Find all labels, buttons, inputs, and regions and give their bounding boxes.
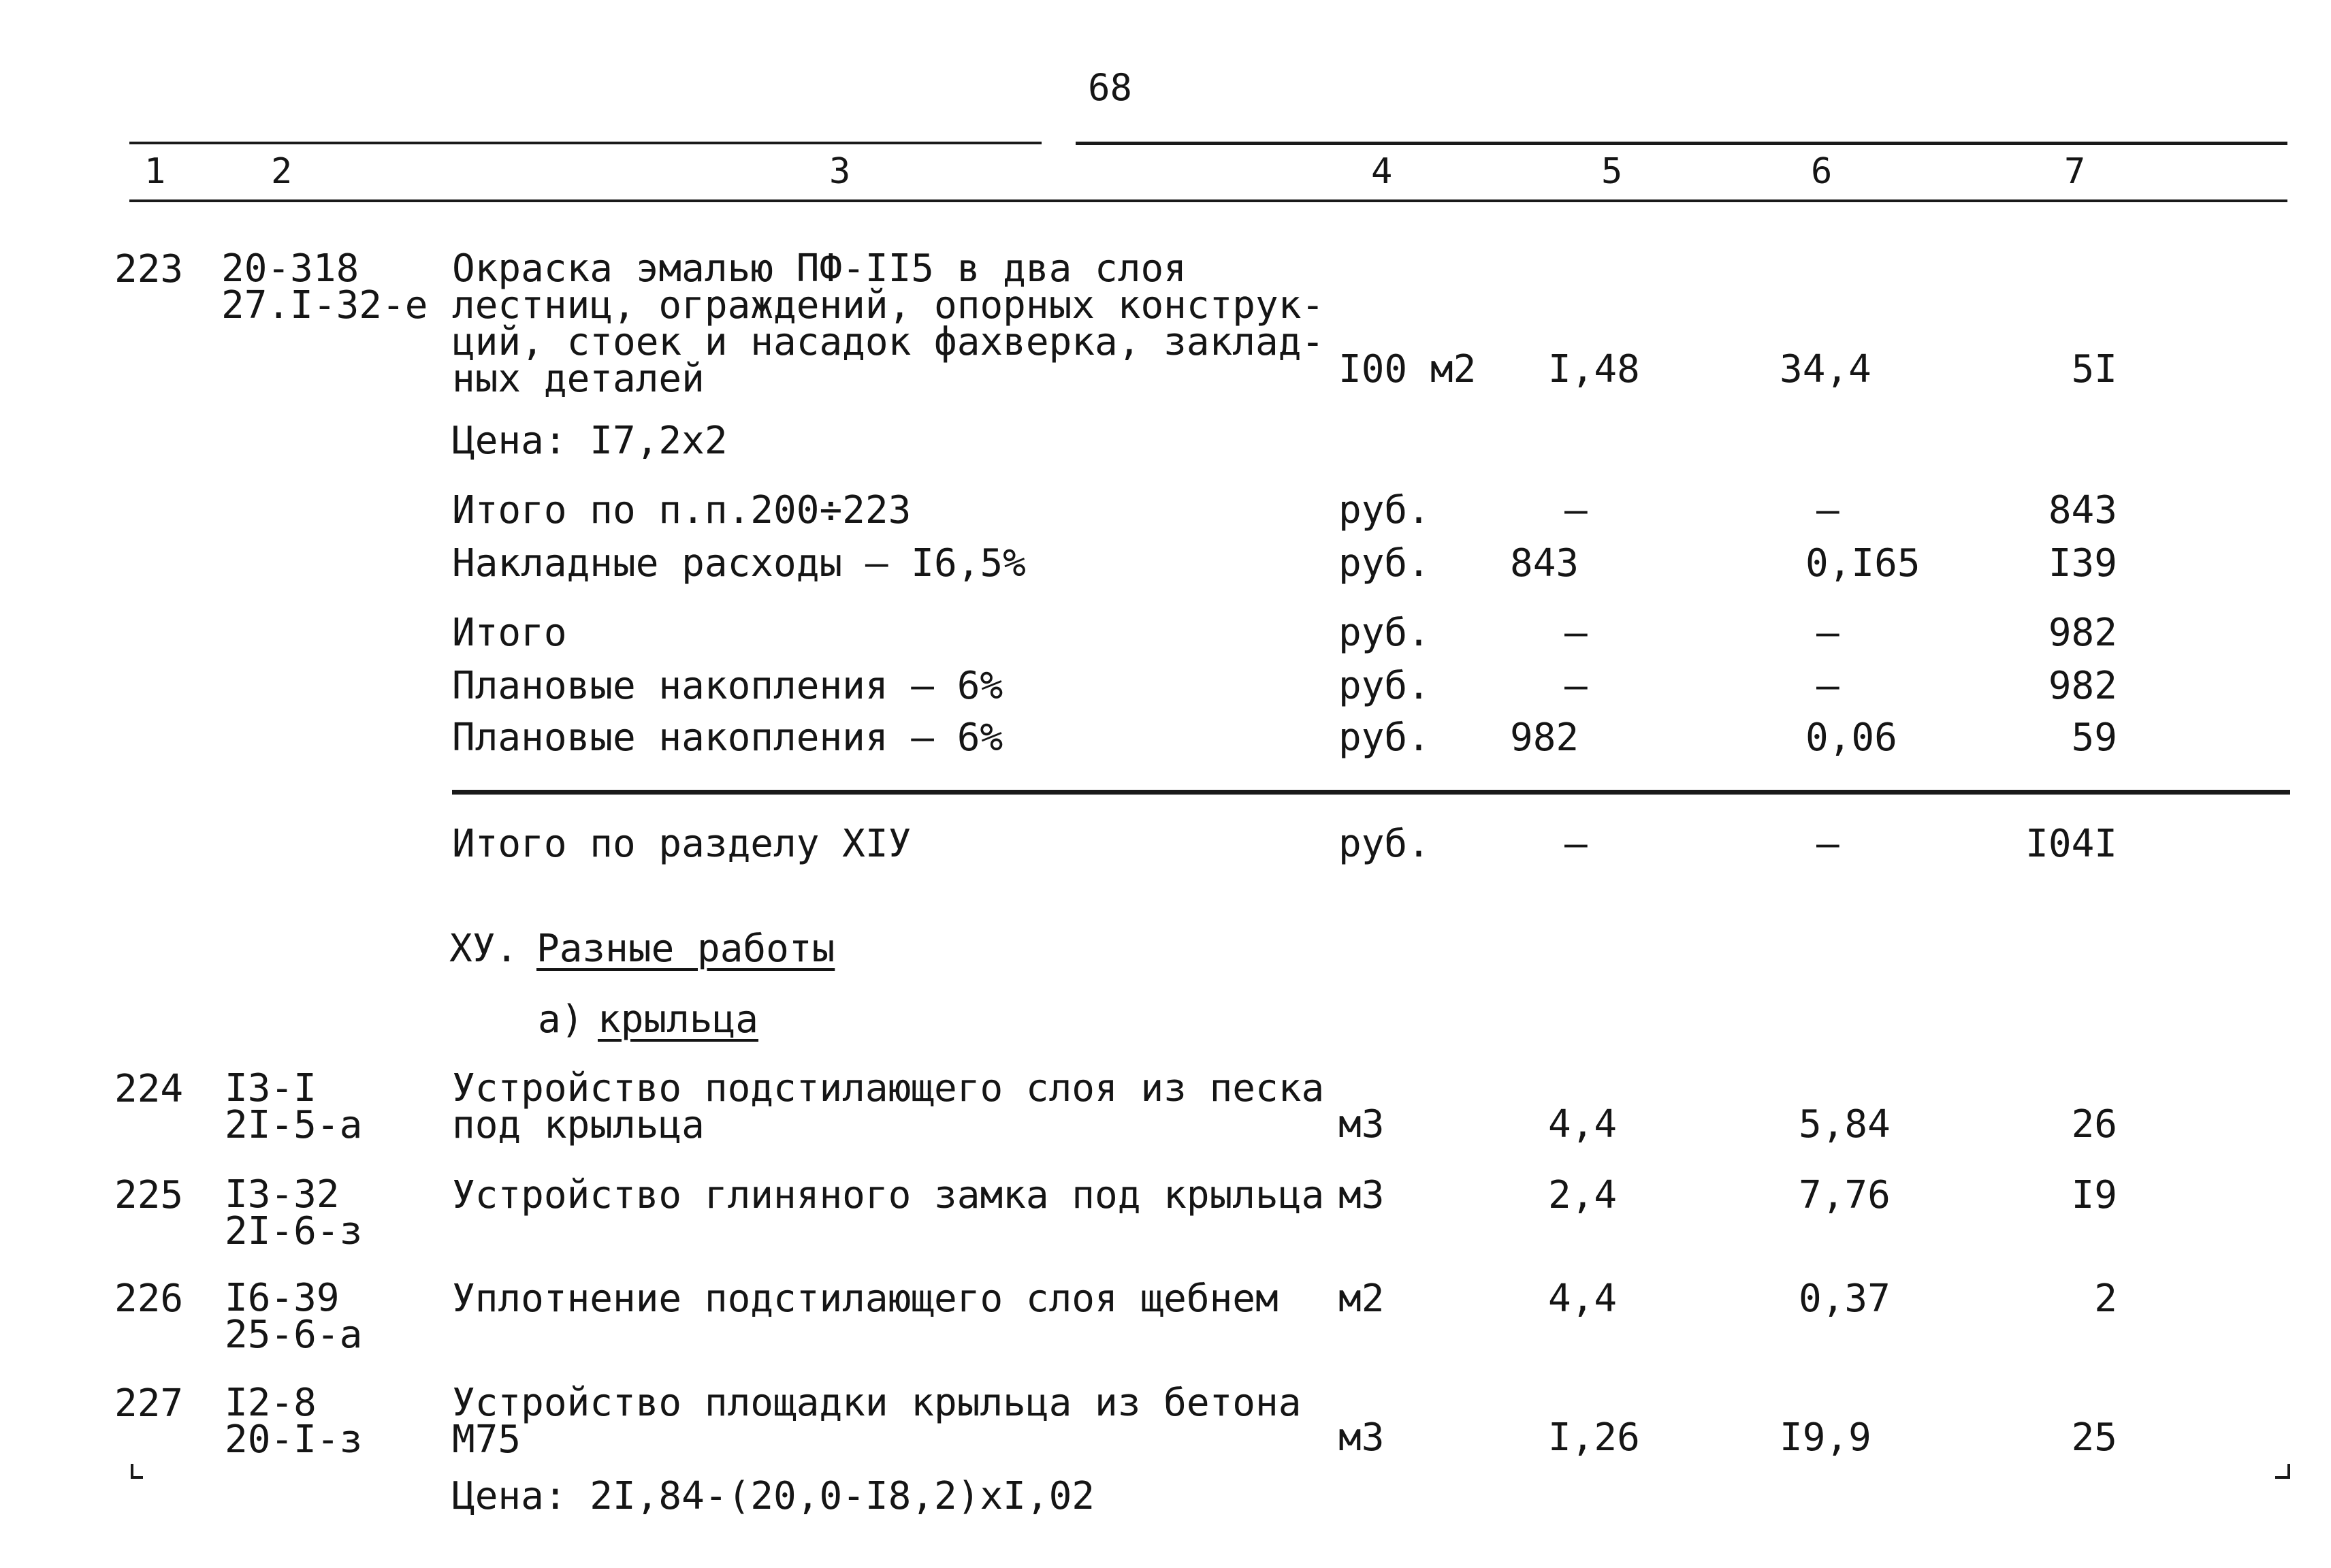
summary-qty: – bbox=[1564, 611, 1588, 655]
summary-qty: 843 bbox=[1510, 541, 1579, 586]
crop-mark-right-horizontal bbox=[2275, 1476, 2290, 1479]
summary-label: Итого по п.п.200÷223 bbox=[452, 488, 912, 532]
row-223-description: Окраска эмалью ПФ-II5 в два слоя лестниц, ограждений, опорных конструк- ций, стоек и насадок фахверка, заклад- ных деталей bbox=[452, 246, 1325, 401]
summary-price: 0,I65 bbox=[1805, 541, 1920, 586]
header-top-rule bbox=[129, 142, 1042, 144]
column-header-6: 6 bbox=[1811, 151, 1833, 192]
row-227-unit: м3 bbox=[1338, 1415, 1385, 1460]
summary-price: – bbox=[1816, 611, 1839, 655]
row-227-code: I2-8 20-I-з bbox=[225, 1381, 363, 1462]
row-226-quantity: 4,4 bbox=[1548, 1277, 1618, 1321]
row-225-number: 225 bbox=[114, 1173, 184, 1217]
summary-price: 0,06 bbox=[1805, 716, 1897, 760]
section-number: ХУ. bbox=[449, 927, 519, 971]
row-223-unit: I00 м2 bbox=[1338, 347, 1477, 391]
page-number: 68 bbox=[1088, 66, 1133, 109]
row-226-code: I6-39 25-6-а bbox=[225, 1276, 363, 1357]
crop-mark-left-horizontal bbox=[131, 1476, 143, 1479]
crop-mark-left-vertical bbox=[131, 1464, 133, 1477]
summary-unit: руб. bbox=[1338, 716, 1430, 760]
row-223-unit-price: 34,4 bbox=[1780, 347, 1871, 391]
row-223-code: 20-318 27.I-32-е bbox=[221, 246, 428, 327]
summary-total: 982 bbox=[2048, 664, 2117, 708]
row-225-description: Устройство глиняного замка под крыльца bbox=[452, 1173, 1325, 1217]
summary-total: 982 bbox=[2048, 611, 2117, 655]
summary-unit: руб. bbox=[1338, 664, 1430, 708]
summary-qty: 982 bbox=[1510, 716, 1579, 760]
row-226-description: Уплотнение подстилающего слоя щебнем bbox=[452, 1277, 1279, 1321]
row-225-unit-price: 7,76 bbox=[1799, 1173, 1891, 1217]
summary-label: Плановые накопления – 6% bbox=[452, 716, 1003, 760]
row-224-quantity: 4,4 bbox=[1548, 1102, 1618, 1147]
summary-price: – bbox=[1816, 664, 1839, 708]
row-224-unit: м3 bbox=[1338, 1102, 1385, 1147]
row-225-quantity: 2,4 bbox=[1548, 1173, 1618, 1217]
row-223-price-note: Цена: I7,2х2 bbox=[452, 419, 728, 463]
row-223-quantity: I,48 bbox=[1548, 347, 1640, 391]
column-header-2: 2 bbox=[271, 151, 293, 192]
summary-unit: руб. bbox=[1338, 541, 1430, 586]
section-total-qty: – bbox=[1564, 822, 1588, 866]
column-header-1: 1 bbox=[144, 151, 166, 192]
section-total-label: Итого по разделу ХIУ bbox=[452, 822, 912, 866]
column-header-5: 5 bbox=[1601, 151, 1623, 192]
section-total-value: I04I bbox=[2025, 822, 2117, 866]
summary-label: Плановые накопления – 6% bbox=[452, 664, 1003, 708]
row-224-number: 224 bbox=[114, 1067, 184, 1111]
row-227-unit-price: I9,9 bbox=[1780, 1415, 1871, 1460]
summary-price: – bbox=[1816, 488, 1839, 532]
column-header-3: 3 bbox=[829, 151, 851, 192]
section-total-price: – bbox=[1816, 822, 1839, 866]
row-226-unit-price: 0,37 bbox=[1799, 1277, 1891, 1321]
row-225-unit: м3 bbox=[1338, 1173, 1385, 1217]
row-223-total: 5I bbox=[2071, 347, 2117, 391]
row-227-price-note: Цена: 2I,84-(20,0-I8,2)хI,02 bbox=[452, 1474, 1095, 1518]
row-224-total: 26 bbox=[2071, 1102, 2117, 1147]
summary-label: Итого bbox=[452, 611, 567, 655]
header-top-rule-right bbox=[1076, 142, 2287, 145]
header-bottom-rule bbox=[129, 199, 2287, 202]
summary-label: Накладные расходы – I6,5% bbox=[452, 541, 1026, 586]
summary-total: I39 bbox=[2048, 541, 2117, 586]
summary-qty: – bbox=[1564, 488, 1588, 532]
row-227-quantity: I,26 bbox=[1548, 1415, 1640, 1460]
row-227-total: 25 bbox=[2071, 1415, 2117, 1460]
summary-unit: руб. bbox=[1338, 488, 1430, 532]
subsection-letter: а) bbox=[538, 997, 584, 1042]
summary-total: 59 bbox=[2071, 716, 2117, 760]
summary-total: 843 bbox=[2048, 488, 2117, 532]
row-225-total: I9 bbox=[2071, 1173, 2117, 1217]
row-227-description: Устройство площадки крыльца из бетона М75 bbox=[452, 1381, 1302, 1462]
row-226-total: 2 bbox=[2094, 1277, 2117, 1321]
subsection-title: крыльца bbox=[598, 997, 759, 1042]
row-224-description: Устройство подстилающего слоя из песка под крыльца bbox=[452, 1066, 1325, 1147]
row-224-unit-price: 5,84 bbox=[1799, 1102, 1891, 1147]
section-total-unit: руб. bbox=[1338, 822, 1430, 866]
row-224-code: I3-I 2I-5-а bbox=[225, 1066, 363, 1147]
column-header-4: 4 bbox=[1371, 151, 1393, 192]
row-226-unit: м2 bbox=[1338, 1277, 1385, 1321]
column-header-7: 7 bbox=[2064, 151, 2086, 192]
section-total-rule bbox=[452, 790, 2290, 795]
row-226-number: 226 bbox=[114, 1277, 184, 1321]
row-225-code: I3-32 2I-6-з bbox=[225, 1172, 363, 1253]
row-227-number: 227 bbox=[114, 1381, 184, 1426]
row-223-number: 223 bbox=[114, 247, 184, 291]
summary-qty: – bbox=[1564, 664, 1588, 708]
summary-unit: руб. bbox=[1338, 611, 1430, 655]
section-title: Разные работы bbox=[536, 927, 835, 971]
